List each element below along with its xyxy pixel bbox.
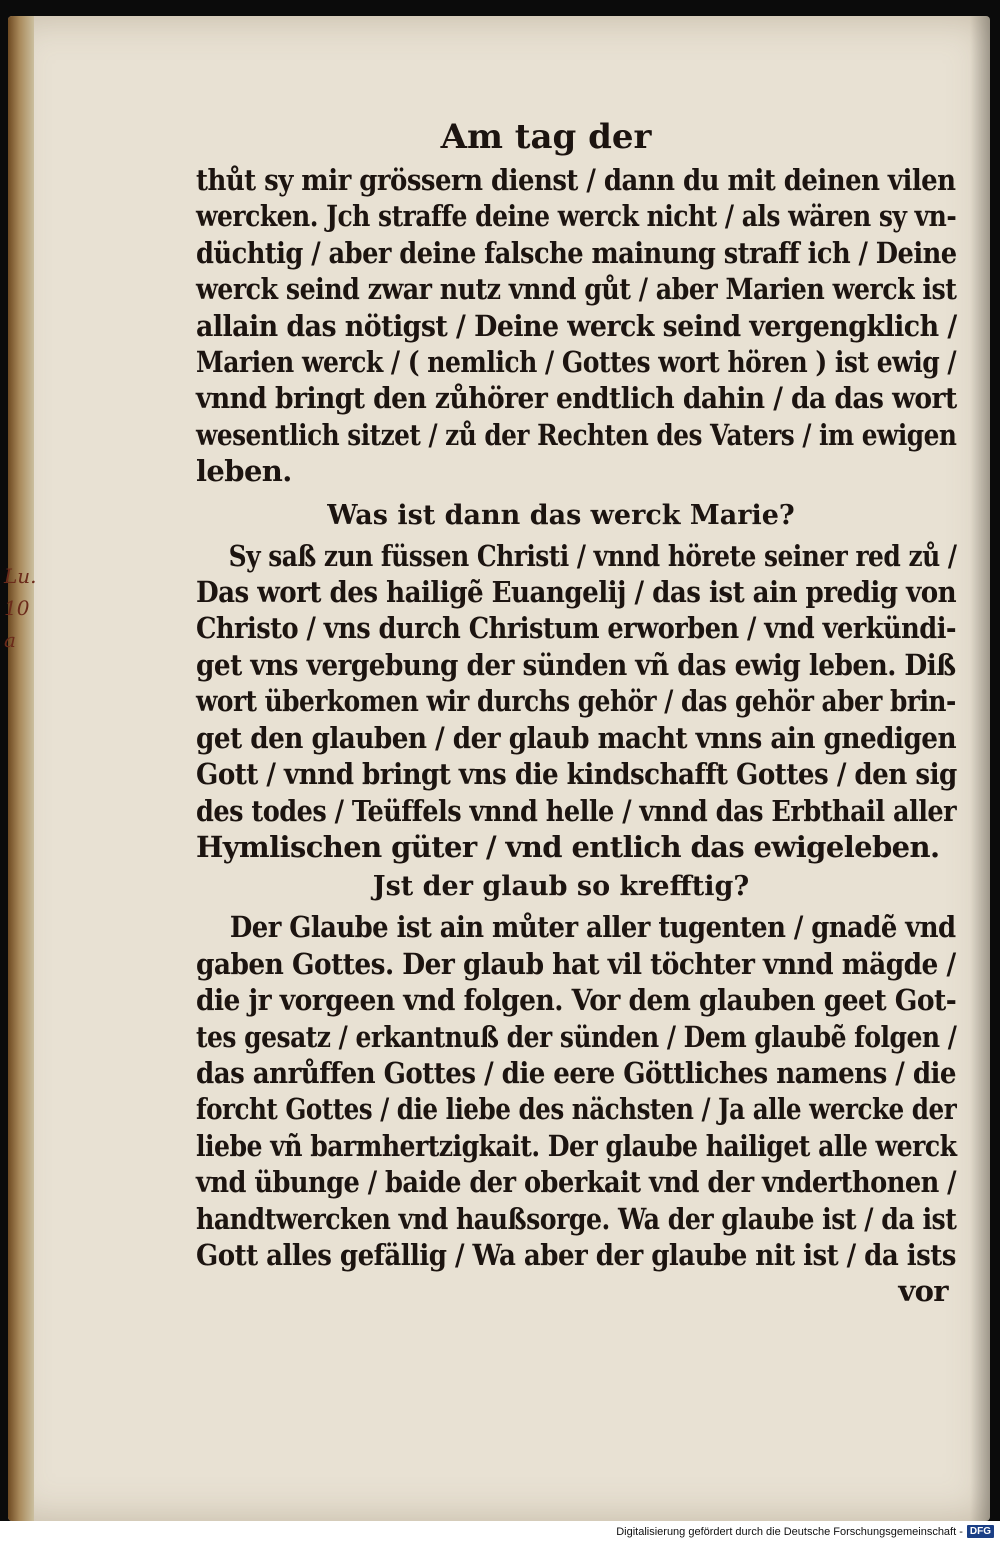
catchword: vor [898,1274,948,1309]
margin-note: 10 [4,596,30,620]
text-line: leben. [196,454,292,489]
paragraph-3 [196,909,956,1273]
text-line: tes gesatz / erkantnuß der sünden / Dem glaubẽ folgen / [196,1019,957,1054]
text-line: liebe vñ barmhertzigkait. Der glaube hailiget alle werck [196,1128,957,1163]
text-line: des todes / Teüffels vnnd helle / vnnd das Erbthail aller [196,793,957,828]
running-header: Am tag der [440,117,652,157]
digitization-footer [0,1521,1000,1542]
text-line: allain das nötigst / Deine werck seind vergengklich / [196,308,957,343]
text-line: Christo / vns durch Christum erworben / vnd verkündi- [196,611,957,646]
text-line: forcht Gottes / die liebe des nächsten / Ja alle wercke der [196,1092,957,1127]
text-line: handtwercken vnd haußsorge. Wa der glaube ist / da ist [196,1201,957,1236]
text-line: wesentlich sitzet / zů der Rechten des Vaters / im ewigen [196,417,957,452]
text-line: werck seind zwar nutz vnnd gůt / aber Marien werck ist [196,272,957,307]
margin-note: a [4,628,16,652]
dfg-logo: DFG [967,1525,994,1538]
text-line: Gott alles gefällig / Wa aber der glaube nit ist / da ists [196,1237,956,1272]
text-line: get den glauben / der glaub macht vnns ain gnedigen [196,720,957,755]
text-line: die jr vorgeen vnd folgen. Vor dem glauben geet Got- [196,983,957,1018]
text-line: Marien werck / ( nemlich / Gottes wort hören ) ist ewig / [196,345,957,380]
text-line: Der Glaube ist ain můter aller tugenten / gnadẽ vnd [229,910,956,945]
text-line: Das wort des hailigẽ Euangelij / das ist ain predig von [196,575,957,610]
text-line: Hymlischen güter / vnd entlich das ewigeleben. [196,829,940,864]
text-line: das anrůffen Gottes / die eere Göttliches namens / die [196,1055,957,1090]
text-line: gaben Gottes. Der glaub hat vil töchter vnnd mägde / [196,946,956,981]
text-line: Gott / vnnd bringt vns die kindschafft Gottes / den sig [196,757,957,792]
page-edge [8,16,34,1521]
paragraph-1 [196,162,956,490]
spine-shadow [970,16,990,1521]
text-line: Sy saß zun füssen Christi / vnnd hörete seiner red zů / [228,538,957,573]
text-line: vnd übunge / baide der oberkait vnd der vnderthonen / [196,1165,957,1200]
text-line: wort überkomen wir durchs gehör / das gehör aber brin- [196,684,956,719]
margin-note: Lu. [4,564,37,588]
funding-credit: Digitalisierung gefördert durch die Deutsche Forschungsgemeinschaft - [616,1525,963,1538]
margin-notes [4,560,37,656]
paragraph-2 [196,538,956,866]
section-heading: Was ist dann das werck Marie? [327,499,795,531]
text-line: thůt sy mir grössern dienst / dann du mit deinen vilen [196,163,956,197]
text-line: wercken. Jch straffe deine werck nicht / als wären sy vn- [196,199,957,234]
text-line: vnnd bringt den zůhörer endtlich dahin / da das wort [196,381,957,416]
text-line: get vns vergebung der sünden vñ das ewig leben. Diß [196,647,956,682]
text-line: düchtig / aber deine falsche mainung straff ich / Deine [196,235,957,270]
text-block [196,112,956,1310]
section-heading: Jst der glaub so krefftig? [372,871,750,903]
